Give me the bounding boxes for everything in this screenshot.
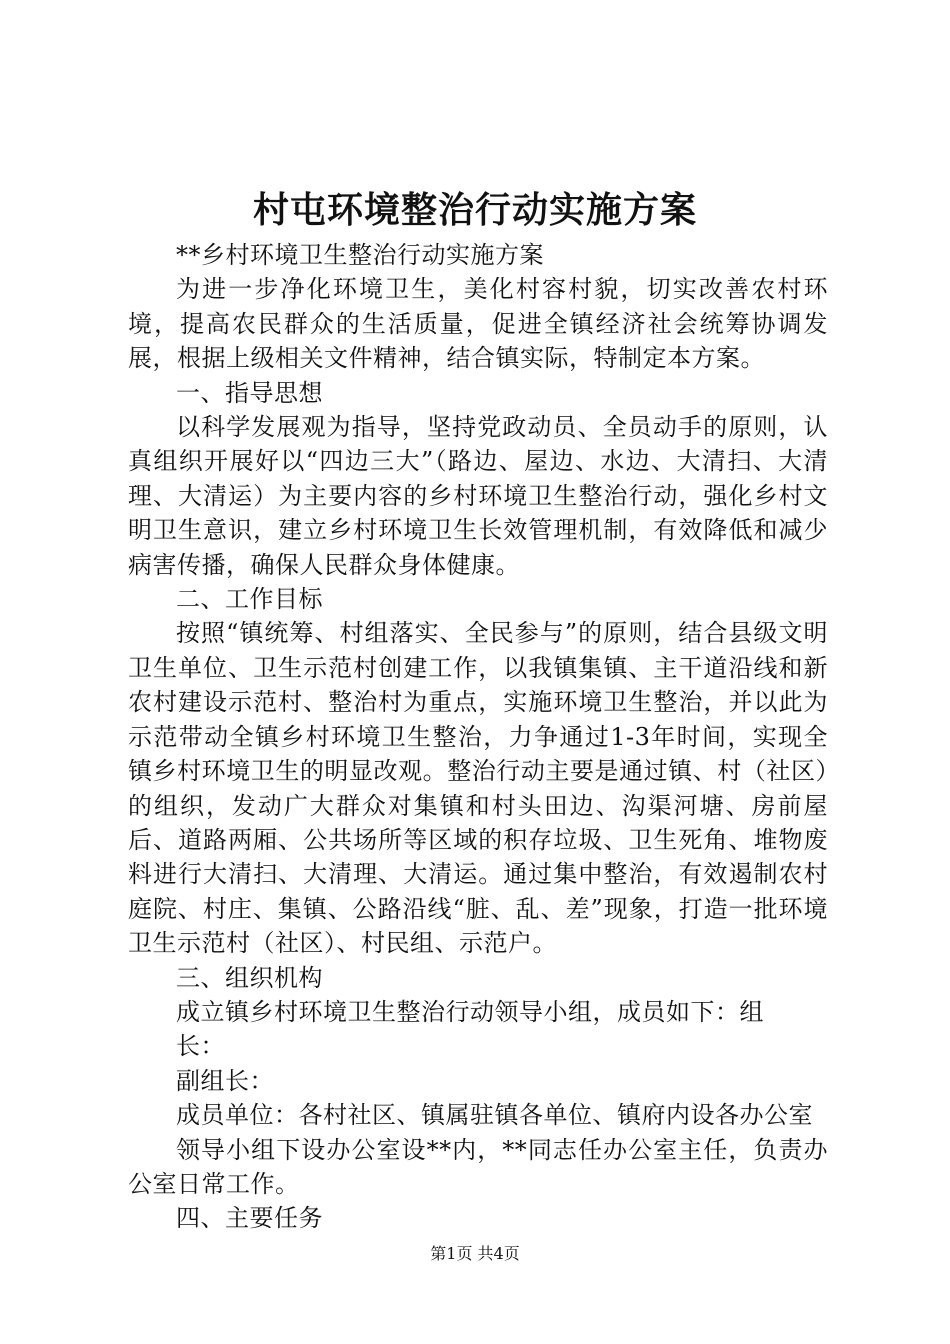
section-heading-4: 四、主要任务 — [176, 1204, 323, 1233]
guiding-ideology-paragraph: 以科学发展观为指导，坚持党政动员、全员动手的原则，认真组织开展好以“四边三大”（路边、屋边、水边、大清扫、大清理、大清运）为主要内容的乡村环境卫生整治行动，强化乡村文明卫生意识，建立乡村环境卫生长效管理机制，有效降低和减少病害传播，确保人民群众身体健康。 — [128, 413, 828, 579]
section-heading-2: 二、工作目标 — [176, 585, 323, 614]
page-footer: 第1页 共4页 — [430, 1244, 520, 1263]
work-goal-paragraph: 按照“镇统筹、村组落实、全民参与”的原则，结合县级文明卫生单位、卫生示范村创建工作，以我镇集镇、主干道沿线和新农村建设示范村、整治村为重点，实施环境卫生整治，并以此为示范带动全镇乡村环境卫生整治，力争通过1-3年时间，实现全镇乡村环境卫生的明显改观。整治行动主要是通过镇、村（社区）的组织，发动广大群众对集镇和村头田边、沟渠河塘、房前屋后、道路两厢、公共场所等区域的积存垃圾、卫生死角、堆物废料进行大清扫、大清理、大清运。通过集中整治，有效遏制农村庭院、村庄、集镇、公路沿线“脏、乱、差”现象，打造一批环境卫生示范村（社区）、村民组、示范户。 — [128, 619, 828, 958]
document-body — [128, 238, 828, 1236]
group-leader-line: 长： — [176, 1032, 225, 1061]
intro-paragraph: 为进一步净化环境卫生，美化村容村貌，切实改善农村环境，提高农民群众的生活质量，促进全镇经济社会统筹协调发展，根据上级相关文件精神，结合镇实际，特制定本方案。 — [128, 275, 828, 373]
subtitle-paragraph: **乡村环境卫生整治行动实施方案 — [176, 241, 544, 269]
deputy-leader-line: 副组长： — [176, 1066, 274, 1095]
section-heading-1: 一、指导思想 — [176, 378, 323, 407]
office-paragraph: 领导小组下设办公室设**内，**同志任办公室主任，负责办公室日常工作。 — [128, 1135, 828, 1198]
organization-paragraph: 成立镇乡村环境卫生整治行动领导小组，成员如下：组 — [176, 997, 764, 1026]
page-title: 村屯环境整治行动实施方案 — [252, 189, 697, 231]
section-heading-3: 三、组织机构 — [176, 963, 323, 992]
member-units-paragraph: 成员单位：各村社区、镇属驻镇各单位、镇府内设各办公室 — [176, 1101, 813, 1130]
